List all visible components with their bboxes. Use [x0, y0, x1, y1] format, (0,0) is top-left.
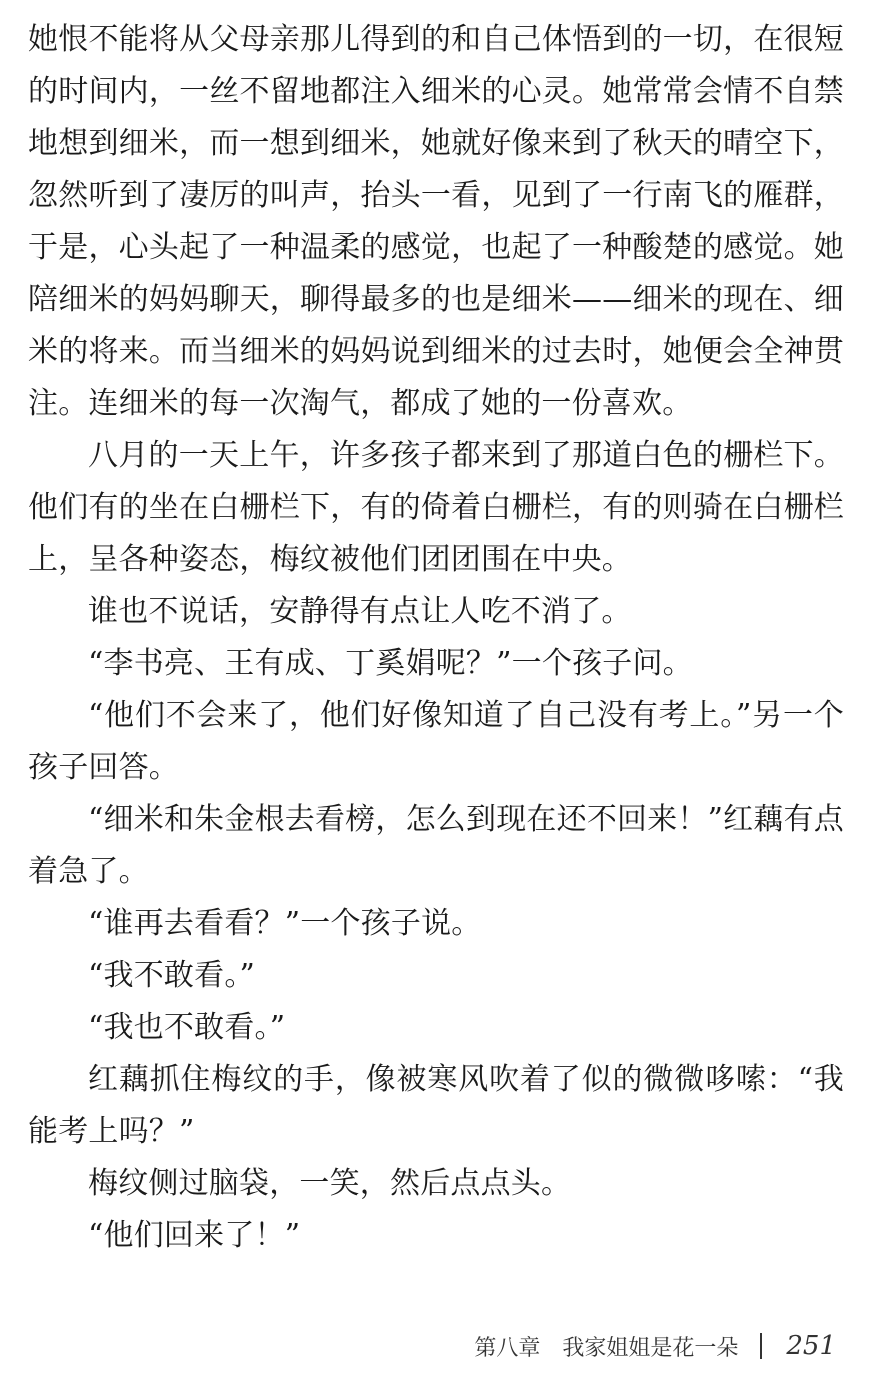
chapter-title: 第八章 我家姐姐是花一朵	[474, 1335, 739, 1361]
page-number: 251	[786, 1331, 836, 1361]
paragraph: 梅纹侧过脑袋，一笑，然后点点头。	[88, 1166, 572, 1201]
paragraph: “我不敢看。”	[88, 958, 256, 993]
footer-divider	[760, 1333, 762, 1359]
paragraph: 红藕抓住梅纹的手，像被寒风吹着了似的微微哆嗦：“我能考上吗？”	[28, 1062, 844, 1149]
page-text	[28, 14, 844, 1262]
paragraph: “他们不会来了，他们好像知道了自己没有考上。”另一个孩子回答。	[28, 698, 844, 785]
paragraph: “他们回来了！”	[88, 1218, 301, 1253]
paragraph-continued: 她恨不能将从父母亲那儿得到的和自己体悟到的一切，在很短的时间内，一丝不留地都注入细米的心灵。她常常会情不自禁地想到细米，而一想到细米，她就好像来到了秋天的晴空下，忽然听到了凄厉的叫声，抬头一看，见到了一行南飞的雁群，于是，心头起了一种温柔的感觉，也起了一种酸楚的感觉。她陪细米的妈妈聊天，聊得最多的也是细米——细米的现在、细米的将来。而当细米的妈妈说到细米的过去时，她便会全神贯注。连细米的每一次淘气，都成了她的一份喜欢。	[28, 22, 844, 421]
paragraph: 谁也不说话，安静得有点让人吃不消了。	[88, 594, 632, 629]
paragraph: “谁再去看看？”一个孩子说。	[88, 906, 482, 941]
page-footer	[474, 1326, 836, 1366]
paragraph: 八月的一天上午，许多孩子都来到了那道白色的栅栏下。他们有的坐在白栅栏下，有的倚着白栅栏，有的则骑在白栅栏上，呈各种姿态，梅纹被他们团团围在中央。	[28, 438, 844, 577]
paragraph: “李书亮、王有成、丁奚娟呢？”一个孩子问。	[88, 646, 693, 681]
paragraph: “细米和朱金根去看榜，怎么到现在还不回来！”红藕有点着急了。	[28, 802, 844, 889]
paragraph: “我也不敢看。”	[88, 1010, 286, 1045]
